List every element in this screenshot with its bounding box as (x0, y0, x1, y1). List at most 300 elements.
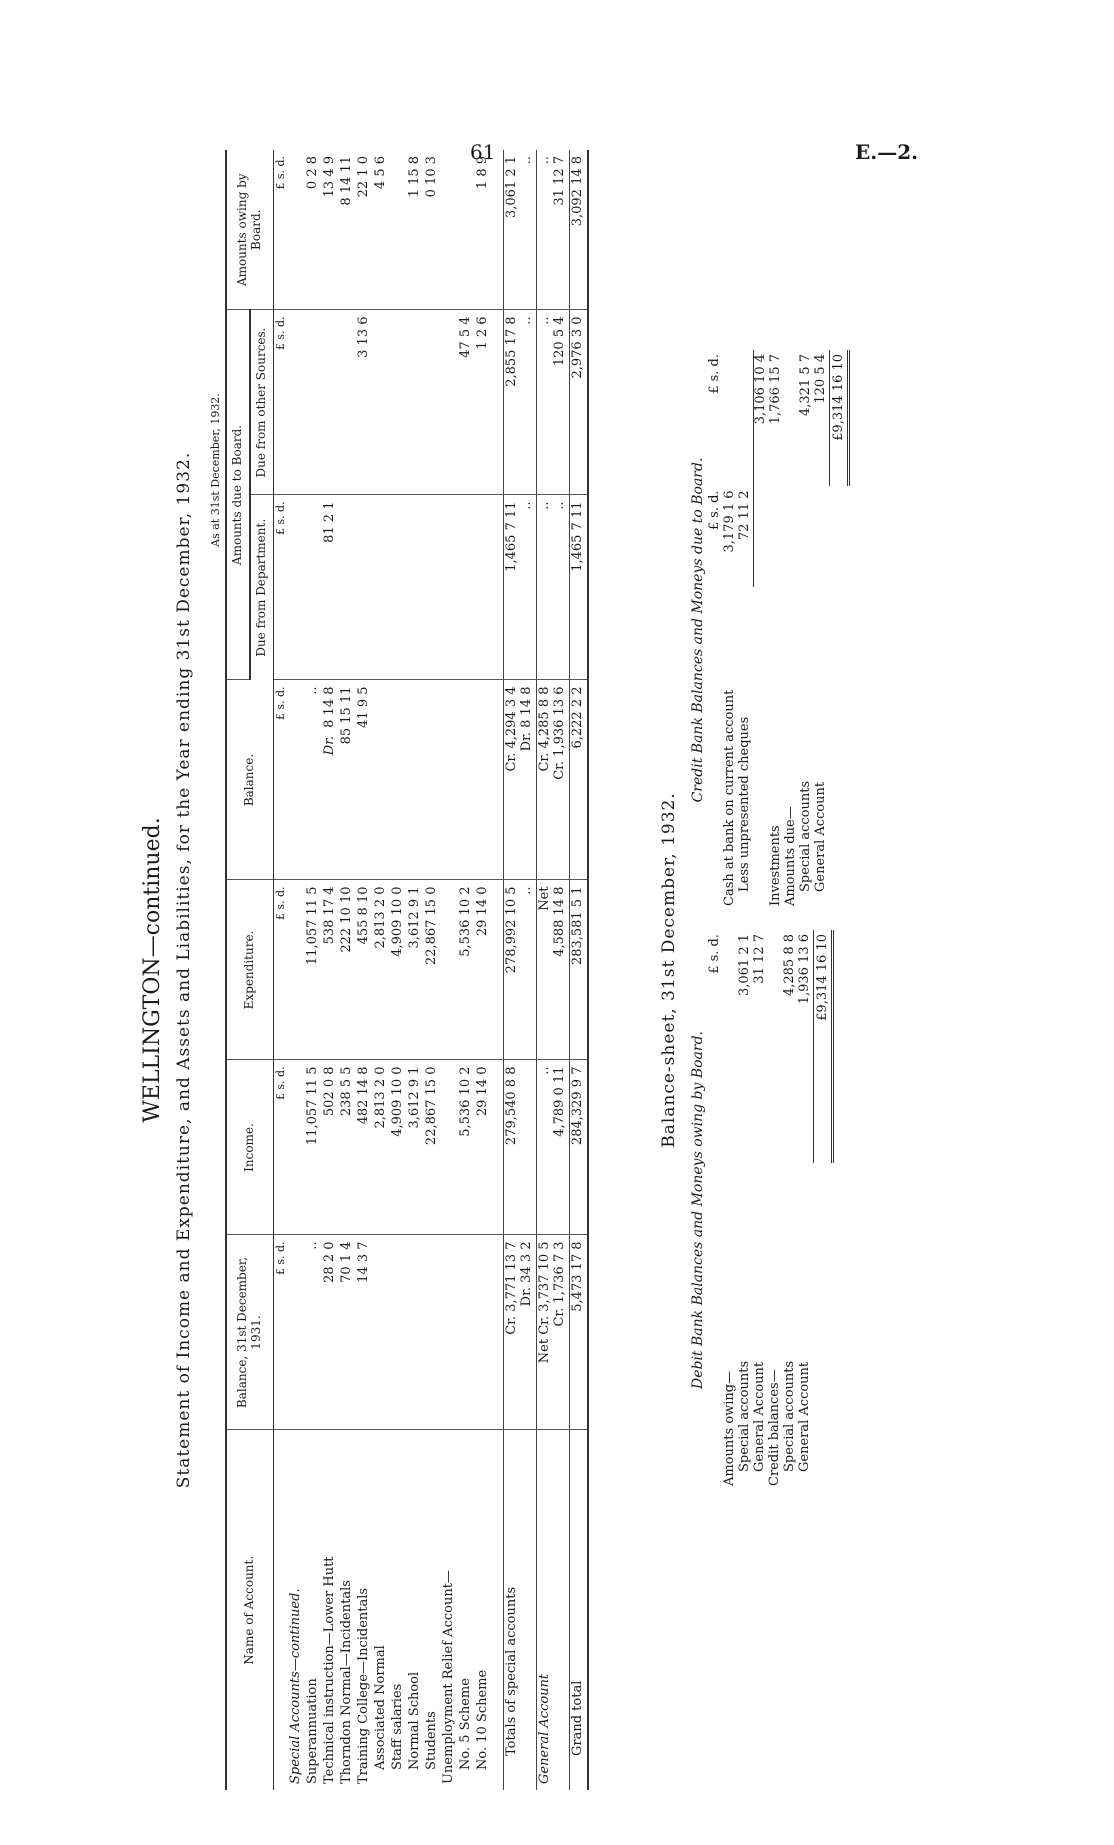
account-name-text: Unemployment Relief Account— (440, 1570, 456, 1784)
credit-col1 (769, 486, 784, 587)
cell-other (339, 310, 356, 495)
cell-income (570, 1060, 588, 1235)
cell-value: 4,909 10 0 (389, 1066, 405, 1137)
credit-line-label (738, 587, 753, 910)
cell-bal (424, 680, 441, 880)
cell-income (458, 1060, 475, 1235)
blank (813, 1163, 832, 1490)
cell-dept (491, 495, 504, 680)
account-name-text: Normal School (406, 1671, 422, 1770)
balance-sheet-title: Balance-sheet, 31st December, 1932. (659, 792, 679, 1148)
line-label: Credit balances— (766, 1369, 782, 1486)
table-body (273, 150, 588, 1790)
cell-exp (424, 880, 441, 1060)
cell-value: 81 2 1 (322, 501, 338, 543)
cell-dept (288, 495, 305, 680)
account-name (339, 1430, 356, 1790)
cell-other (475, 310, 492, 495)
account-name (373, 1430, 390, 1790)
cell-exp (322, 880, 339, 1060)
credit-line-label (769, 587, 784, 910)
debit-line-label (783, 1163, 798, 1490)
debit-units-row (708, 930, 723, 1490)
cell-value: 0 2 8 (305, 155, 321, 190)
debit-line (738, 930, 753, 1490)
cell-value: 279,540 8 8 (504, 1066, 520, 1146)
cell-bal31 (504, 1235, 537, 1430)
cell-bal (339, 680, 356, 880)
units-blank (273, 1430, 288, 1790)
col-header-name: Name of Account. (226, 1430, 273, 1790)
blank (708, 587, 723, 910)
cell-value: 1 15 8 (406, 155, 422, 198)
cell-value: 2,813 2 0 (372, 1066, 388, 1129)
cell-value: 6,222 2 2 (570, 686, 586, 749)
cell-value: 0 10 3 (423, 155, 439, 198)
debit-line (753, 930, 768, 1490)
cell-value: 4,909 10 0 (389, 886, 405, 957)
credit-heading: Credit Bank Balances and Moneys due to Board. (690, 457, 706, 803)
cell-bal31 (537, 1235, 570, 1430)
cell-owing (475, 150, 492, 310)
cell-line: Cr. 1,936 13 6 (552, 686, 568, 780)
cell-bal (407, 680, 424, 880)
credit-col1: 72 11 2 (736, 490, 752, 541)
cell-line: Dr. 8 14 8 (519, 686, 535, 752)
units-row (273, 150, 288, 1790)
as-at-date: As at 31st December, 1932. (209, 393, 222, 547)
table-row (491, 150, 504, 1790)
credit-units-1: £ s. d. (707, 490, 723, 531)
account-name-text: Associated Normal (372, 1645, 388, 1770)
cell-line: 1,465 7 11 (504, 501, 520, 572)
credit-units-row (708, 350, 723, 910)
table-row (424, 150, 441, 1790)
cell-dept (356, 495, 373, 680)
debit-line-label (768, 1163, 783, 1490)
cell-value: 29 14 0 (474, 1066, 490, 1117)
credit-col2: 120 5 4 (812, 354, 828, 404)
table-row (475, 150, 492, 1790)
cell-value: 5,536 10 2 (457, 1066, 473, 1137)
cell-value: 538 17 4 (322, 886, 338, 945)
debit-line-amount: 3,061 2 1 (736, 934, 752, 997)
account-name-text: Staff salaries (389, 1683, 405, 1770)
table-row (570, 150, 588, 1790)
cell-bal (570, 680, 588, 880)
cell-owing (570, 150, 588, 310)
debit-line (798, 930, 813, 1490)
units-owing: £ s. d. (273, 150, 288, 310)
debit-line-label (738, 1163, 753, 1490)
cell-bal31 (475, 1235, 492, 1430)
account-name (305, 1430, 322, 1790)
cell-line: 2,855 17 8 (504, 316, 520, 387)
cell-exp (441, 880, 458, 1060)
cell-income (339, 1060, 356, 1235)
cell-exp (491, 880, 504, 1060)
cell-dept (373, 495, 390, 680)
cell-bal (356, 680, 373, 880)
cell-value: 85 15 11 (339, 686, 355, 745)
cell-exp (356, 880, 373, 1060)
blank (829, 587, 848, 910)
cell-value: 5,473 17 8 (570, 1241, 586, 1312)
rotated-statement-sheet (120, 150, 980, 1790)
cell-bal31 (491, 1235, 504, 1430)
cell-exp (288, 880, 305, 1060)
account-name (491, 1430, 504, 1790)
table-row (537, 150, 570, 1790)
debit-total-row (813, 930, 832, 1490)
account-name-text: Grand total (570, 1680, 586, 1756)
cell-other (305, 310, 322, 495)
cell-exp (373, 880, 390, 1060)
cell-value: 1,465 7 11 (570, 501, 586, 572)
cell-bal (458, 680, 475, 880)
cell-value: 14 3 7 (355, 1241, 371, 1283)
account-name-text: No. 10 Scheme (474, 1669, 490, 1770)
col-header-due-department: Due from Department. (250, 495, 273, 680)
account-name (322, 1430, 339, 1790)
account-name (458, 1430, 475, 1790)
line-label: Special accounts (736, 1360, 752, 1472)
line-label: General Account (812, 781, 828, 892)
cell-income (537, 1060, 570, 1235)
cell-line: 31 12 7 (552, 155, 568, 206)
line-label: General Account (751, 1361, 767, 1472)
table-row (322, 150, 339, 1790)
statement-title: Statement of Income and Expenditure, and Assets and Liabilities, for the Year ending 31st December, 1932. (174, 451, 194, 1489)
cell-other (537, 310, 570, 495)
cell-owing (322, 150, 339, 310)
cell-value: 1 8 9 (474, 155, 490, 190)
credit-total: £9,314 16 10 (829, 350, 848, 486)
cell-value: 2,813 2 0 (372, 886, 388, 949)
cell-value: 3,612 9 1 (406, 1066, 422, 1129)
cell-value: 3,092 14 8 (570, 155, 586, 227)
cell-line: 3,061 2 1 (504, 155, 520, 219)
account-name-text: No. 5 Scheme (457, 1678, 473, 1770)
cell-income (424, 1060, 441, 1235)
cell-line: .. (552, 501, 568, 510)
credit-col1 (753, 486, 768, 587)
cell-other (322, 310, 339, 495)
cell-owing (390, 150, 407, 310)
credit-line-label (723, 587, 738, 910)
line-label: Special accounts (797, 780, 813, 892)
credit-col1 (799, 486, 814, 587)
section-title: WELLINGTON—continued. (140, 817, 165, 1123)
cell-bal31 (373, 1235, 390, 1430)
credit-line-label (814, 587, 829, 910)
debit-line (768, 930, 783, 1490)
cell-dept (537, 495, 570, 680)
cell-value: 222 10 10 (339, 886, 355, 953)
account-name (390, 1430, 407, 1790)
document-code: E.—2. (855, 140, 919, 164)
line-label: General Account (796, 1361, 812, 1472)
cell-exp (390, 880, 407, 1060)
cell-bal (441, 680, 458, 880)
table-row (407, 150, 424, 1790)
cell-owing (458, 150, 475, 310)
account-name (288, 1430, 305, 1790)
account-name-text: Students (423, 1711, 439, 1770)
cell-value: .. (305, 686, 321, 695)
credit-line (723, 350, 738, 910)
cell-value: 455 8 10 (355, 886, 371, 945)
cell-line: .. (519, 886, 535, 895)
line-label: Less unpresented cheques (737, 716, 753, 892)
line-label: Cash at bank on current account (722, 689, 738, 906)
cell-income (356, 1060, 373, 1235)
cell-dept (305, 495, 322, 680)
cell-bal31 (339, 1235, 356, 1430)
credit-line (799, 350, 814, 910)
cell-exp (570, 880, 588, 1060)
line-label: Amounts owing— (722, 1370, 738, 1486)
credit-line-label (799, 587, 814, 910)
debit-line-label (723, 1163, 738, 1490)
debit-line-label (798, 1163, 813, 1490)
cell-line: .. (519, 155, 535, 165)
cell-income (373, 1060, 390, 1235)
units-dept: £ s. d. (273, 495, 288, 680)
debit-line-amount (768, 930, 783, 1163)
credit-line (814, 350, 829, 910)
cell-bal (390, 680, 407, 880)
cell-value: 28 2 0 (322, 1241, 338, 1283)
cell-bal (475, 680, 492, 880)
cell-line: .. (537, 501, 553, 510)
account-name (504, 1430, 537, 1790)
credit-col1 (814, 486, 829, 587)
cell-value: 283,581 5 1 (570, 886, 586, 966)
account-name (407, 1430, 424, 1790)
cell-value: 8 14 8 (322, 686, 338, 728)
cell-bal (373, 680, 390, 880)
credit-units-2: £ s. d. (707, 354, 723, 394)
cell-value: 41 9 5 (355, 686, 371, 728)
credit-total-row (829, 350, 848, 910)
cell-owing (441, 150, 458, 310)
cell-other (373, 310, 390, 495)
cell-owing (491, 150, 504, 310)
cell-dept (570, 495, 588, 680)
cell-value: .. (305, 1241, 321, 1250)
credit-col1 (784, 486, 799, 587)
credit-col1: 3,179 1 6 (722, 490, 738, 553)
account-name (424, 1430, 441, 1790)
cell-bal31 (322, 1235, 339, 1430)
cell-bal (491, 680, 504, 880)
cell-value: 29 14 0 (474, 886, 490, 937)
debit-line (783, 930, 798, 1490)
credit-line (784, 350, 799, 910)
cell-value: 11,057 11 5 (305, 1066, 321, 1146)
line-label: Special accounts (781, 1360, 797, 1472)
credit-col2: 4,321 5 7 (797, 354, 813, 417)
cell-value: 238 5 5 (339, 1066, 355, 1117)
table-row (390, 150, 407, 1790)
cell-exp (305, 880, 322, 1060)
cell-other (390, 310, 407, 495)
cell-other (458, 310, 475, 495)
credit-col2: 3,106 10 4 (753, 350, 768, 486)
cell-other (504, 310, 537, 495)
account-name (537, 1430, 570, 1790)
cell-value: 22 1 0 (355, 155, 371, 198)
cell-line: .. (519, 501, 535, 510)
col-header-amounts-owing: Amounts owing by Board. (226, 150, 273, 310)
cell-value: 11,057 11 5 (305, 886, 321, 966)
cell-dept (458, 495, 475, 680)
debit-total: £9,314 16 10 (813, 930, 832, 1163)
debit-line-amount: 31 12 7 (751, 934, 767, 984)
account-name-text: General Account (537, 1673, 553, 1784)
cell-value: 284,329 9 7 (570, 1066, 586, 1146)
cell-other (424, 310, 441, 495)
table-row (305, 150, 322, 1790)
cell-line: Net Cr. 3,737 10 5 (537, 1241, 553, 1364)
cell-dept (424, 495, 441, 680)
debit-section (690, 930, 834, 1490)
cell-bal31 (390, 1235, 407, 1430)
cell-owing (504, 150, 537, 310)
table-row (441, 150, 458, 1790)
account-name (356, 1430, 373, 1790)
units-bal: £ s. d. (273, 680, 288, 880)
cell-dept (407, 495, 424, 680)
cell-other (356, 310, 373, 495)
table-row (339, 150, 356, 1790)
credit-line (753, 350, 768, 910)
cell-exp (475, 880, 492, 1060)
cell-bal31 (570, 1235, 588, 1430)
cell-value: 8 14 11 (339, 155, 355, 206)
debit-table (708, 930, 834, 1490)
cell-value: 22,867 15 0 (423, 886, 439, 966)
cell-bal (322, 680, 339, 880)
credit-col2 (723, 350, 738, 486)
cell-income (407, 1060, 424, 1235)
credit-line-label (784, 587, 799, 910)
table-row (288, 150, 305, 1790)
cell-income (504, 1060, 537, 1235)
cell-dept (339, 495, 356, 680)
debit-line-amount (723, 930, 738, 1163)
cell-bal (288, 680, 305, 880)
table-row (373, 150, 390, 1790)
cell-bal (504, 680, 537, 880)
cell-line: Cr. 1,736 7 3 (552, 1241, 568, 1327)
debit-line-amount: 1,936 13 6 (796, 934, 812, 1005)
cell-exp (504, 880, 537, 1060)
credit-section (690, 350, 850, 910)
cell-value: 3 13 6 (355, 316, 371, 358)
cell-bal31 (407, 1235, 424, 1430)
cell-dept (441, 495, 458, 680)
account-name-text: Superannuation (305, 1678, 321, 1784)
cell-income (390, 1060, 407, 1235)
debit-line-amount: 4,285 8 8 (781, 934, 797, 997)
cell-value: 3,612 9 1 (406, 886, 422, 949)
line-label: Amounts due— (782, 806, 798, 906)
units-income: £ s. d. (273, 1060, 288, 1235)
cell-owing (373, 150, 390, 310)
col-header-income: Income. (226, 1060, 273, 1235)
col-header-amounts-due: Amounts due to Board. (226, 310, 250, 680)
cell-dept (475, 495, 492, 680)
cell-owing (407, 150, 424, 310)
account-name-text: Totals of special accounts (504, 1586, 520, 1756)
account-name (475, 1430, 492, 1790)
cell-value: 70 1 4 (339, 1241, 355, 1283)
debit-heading: Debit Bank Balances and Moneys owing by Board. (690, 1030, 706, 1390)
cell-value: 13 4 9 (322, 155, 338, 198)
cell-value: 502 0 8 (322, 1066, 338, 1117)
cell-other (441, 310, 458, 495)
account-name-text: Technical instruction—Lower Hutt (322, 1556, 338, 1784)
cell-line: 4,588 14 8 (552, 886, 568, 957)
cell-line: Cr. 3,771 13 7 (504, 1241, 520, 1335)
col-header-due-other: Due from other Sources. (250, 310, 273, 495)
credit-line-label (753, 587, 768, 910)
cell-other (288, 310, 305, 495)
account-name-text: Thorndon Normal—Incidentals (339, 1580, 355, 1784)
cell-line: 278,992 10 5 (504, 886, 520, 974)
page-number: 61 (470, 140, 496, 164)
cell-owing (537, 150, 570, 310)
col-header-expenditure: Expenditure. (226, 880, 273, 1060)
cell-owing (356, 150, 373, 310)
credit-col2 (738, 350, 753, 486)
cell-exp (339, 880, 356, 1060)
blank (708, 1163, 723, 1490)
debit-units: £ s. d. (707, 934, 723, 974)
cell-line: .. (519, 316, 535, 325)
account-name-text: Training College—Incidentals (355, 1587, 371, 1784)
cell-exp (407, 880, 424, 1060)
units-other: £ s. d. (273, 310, 288, 495)
cell-other (407, 310, 424, 495)
cell-line: 120 5 4 (552, 316, 568, 367)
cell-line: Cr. 4,294 3 4 (504, 686, 520, 772)
cell-income (441, 1060, 458, 1235)
cell-line: .. (537, 1066, 553, 1075)
debit-line-label (753, 1163, 768, 1490)
cell-bal31 (441, 1235, 458, 1430)
col-header-balance-1931: Balance, 31st December, 1931. (226, 1235, 273, 1430)
cell-dept (390, 495, 407, 680)
income-expenditure-table (225, 150, 589, 1790)
cell-income (288, 1060, 305, 1235)
account-name (570, 1430, 588, 1790)
cell-owing (339, 150, 356, 310)
cell-line: 4,789 0 11 (552, 1066, 568, 1137)
cell-value: 2,976 3 0 (570, 316, 586, 379)
cell-bal31 (458, 1235, 475, 1430)
dr-cr-prefix: Dr. (322, 735, 338, 756)
credit-col2: 1,766 15 7 (767, 354, 783, 425)
cell-line: .. (537, 316, 553, 325)
credit-table (708, 350, 849, 910)
table-row (504, 150, 537, 1790)
cell-value: 22,867 15 0 (423, 1066, 439, 1146)
debit-line (723, 930, 738, 1490)
cell-exp (458, 880, 475, 1060)
